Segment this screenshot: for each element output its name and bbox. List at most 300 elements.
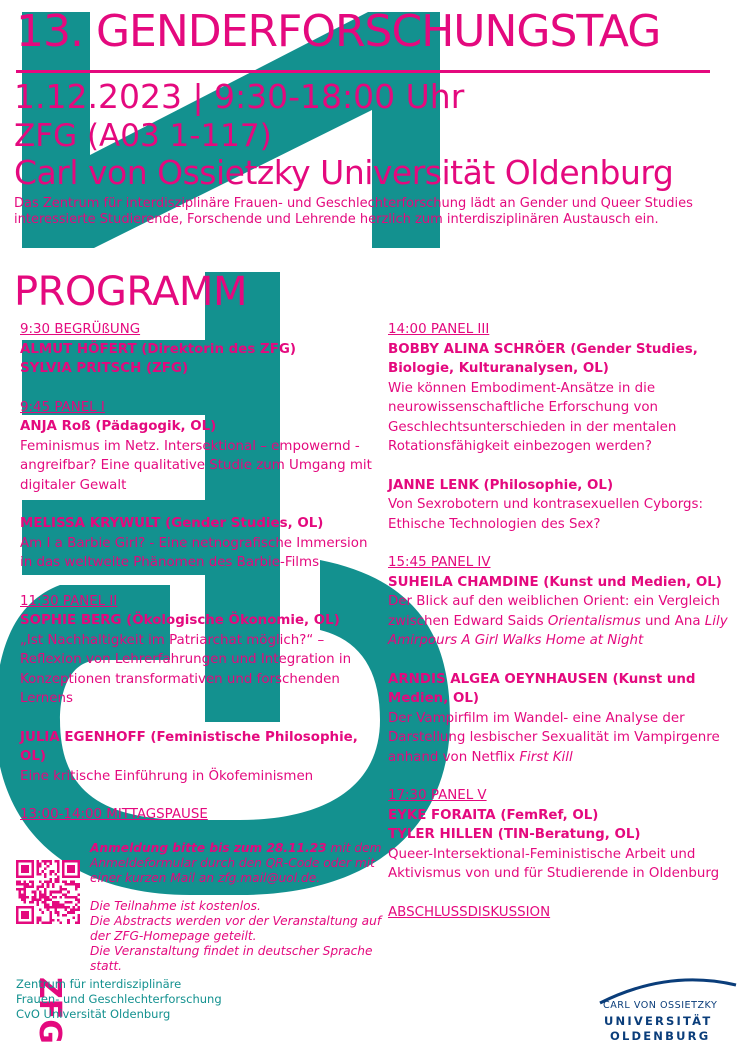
qr-module: [21, 868, 24, 871]
qr-module: [77, 921, 80, 924]
qr-module: [44, 893, 47, 896]
qr-module: [21, 875, 24, 878]
qr-module: [67, 896, 70, 899]
qr-module: [31, 883, 34, 886]
qr-module: [21, 870, 24, 873]
speaker-name: TYLER HILLEN (TIN-Beratung, OL): [388, 827, 641, 842]
qr-module: [57, 878, 60, 881]
registration-deadline-rest: mit dem Anmeldeformular durch den QR-Code oder mit einer kurzen Mail an zfg.mail@uol.de.: [90, 841, 382, 885]
qr-module: [77, 873, 80, 876]
slot-label: 9:30 BEGRÜßUNG: [20, 322, 141, 337]
qr-module: [21, 914, 24, 917]
qr-module: [44, 875, 47, 878]
qr-module: [70, 860, 73, 863]
qr-module: [16, 863, 19, 866]
qr-module: [16, 909, 19, 912]
qr-code-icon[interactable]: [16, 860, 80, 924]
talk-title: Am I a Barbie Girl? - Eine netnografische Immersion in das weltweite Phänomen des Barbie-Films: [20, 535, 368, 570]
qr-module: [54, 906, 57, 909]
qr-module: [52, 886, 55, 889]
qr-module: [47, 886, 50, 889]
talk-text-italic: First Kill: [519, 749, 573, 765]
qr-module: [21, 911, 24, 914]
qr-module: [36, 870, 39, 873]
qr-module: [24, 916, 27, 919]
slot-label: 17:30 PANEL V: [388, 788, 487, 803]
qr-module: [70, 870, 73, 873]
zfg-line: CvO Universität Oldenburg: [16, 1007, 171, 1021]
qr-module: [70, 911, 73, 914]
qr-module: [62, 875, 65, 878]
uol-line: UNIVERSITÄT: [604, 1014, 713, 1028]
qr-module: [57, 919, 60, 922]
slot-label: 15:45 PANEL IV: [388, 555, 491, 570]
title-rule: [16, 70, 710, 73]
qr-module: [47, 880, 50, 883]
qr-module: [31, 906, 34, 909]
zfg-line: Zentrum für interdisziplinäre: [16, 977, 182, 991]
qr-module: [16, 911, 19, 914]
qr-module: [16, 883, 19, 886]
qr-module: [65, 901, 68, 904]
qr-module: [70, 883, 73, 886]
qr-module: [52, 906, 55, 909]
speaker-name: ANJA Roß (Pädagogik, OL): [20, 419, 217, 434]
spacer: [90, 886, 390, 899]
qr-module: [67, 906, 70, 909]
talk-title: [388, 709, 738, 768]
qr-module: [57, 901, 60, 904]
qr-module: [26, 921, 29, 924]
qr-module: [72, 865, 75, 868]
qr-module: [42, 870, 45, 873]
qr-module: [29, 875, 32, 878]
talk-title: Feminismus im Netz. Intersektional – empowernd - angreifbar? Eine qualitative Studie zum Umgang mit digitaler Gewalt: [20, 438, 372, 493]
qr-module: [24, 906, 27, 909]
qr-module: [72, 880, 75, 883]
qr-module: [19, 893, 22, 896]
qr-module: [29, 860, 32, 863]
qr-module: [16, 865, 19, 868]
qr-module: [77, 893, 80, 896]
qr-module: [54, 891, 57, 894]
uol-logo-icon: [598, 975, 738, 1047]
qr-module: [75, 875, 78, 878]
qr-module: [24, 860, 27, 863]
qr-module: [70, 896, 73, 899]
qr-module: [77, 886, 80, 889]
qr-module: [52, 883, 55, 886]
qr-module: [16, 868, 19, 871]
qr-module: [39, 893, 42, 896]
room: ZFG (A03 1-117): [14, 118, 272, 154]
qr-module: [57, 911, 60, 914]
qr-module: [26, 868, 29, 871]
qr-module: [26, 911, 29, 914]
qr-module: [47, 898, 50, 901]
qr-module: [19, 891, 22, 894]
qr-module: [67, 860, 70, 863]
qr-module: [62, 860, 65, 863]
qr-module: [47, 860, 50, 863]
qr-module: [57, 906, 60, 909]
qr-module: [42, 901, 45, 904]
qr-module: [72, 860, 75, 863]
qr-module: [52, 919, 55, 922]
qr-module: [31, 911, 34, 914]
qr-module: [72, 875, 75, 878]
panel-4-block: [388, 553, 738, 651]
qr-module: [77, 919, 80, 922]
qr-module: [75, 860, 78, 863]
qr-module: [19, 888, 22, 891]
qr-module: [65, 875, 68, 878]
qr-module: [21, 896, 24, 899]
qr-module: [31, 868, 34, 871]
zfg-logo-text: ZFG: [32, 977, 67, 1044]
slot-label: 13:00-14:00 MITTAGSPAUSE: [20, 807, 208, 822]
qr-module: [70, 875, 73, 878]
qr-module: [49, 891, 52, 894]
qr-module: [16, 873, 19, 876]
qr-module: [21, 898, 24, 901]
qr-module: [39, 909, 42, 912]
qr-module: [54, 909, 57, 912]
speaker-name: BOBBY ALINA SCHRÖER (Gender Studies, Biologie, Kulturanalysen, OL): [388, 341, 698, 376]
talk-title: Von Sexrobotern und kontrasexuellen Cyborgs: Ethische Technologien des Sex?: [388, 497, 704, 532]
qr-module: [57, 875, 60, 878]
qr-module: [44, 860, 47, 863]
opening-block: [20, 320, 380, 379]
qr-module: [42, 893, 45, 896]
qr-module: [77, 883, 80, 886]
qr-module: [67, 865, 70, 868]
talk-text: und Ana: [640, 613, 705, 629]
qr-module: [34, 896, 37, 899]
qr-module: [75, 888, 78, 891]
qr-module: [34, 893, 37, 896]
qr-module: [47, 921, 50, 924]
qr-module: [77, 898, 80, 901]
qr-module: [31, 919, 34, 922]
qr-module: [49, 870, 52, 873]
qr-module: [60, 891, 63, 894]
qr-module: [57, 870, 60, 873]
qr-module: [62, 873, 65, 876]
talk-title: „Ist Nachhaltigkeit im Patriarchat möglich?“ – Reflexion von Lehrerfahrungen und Integration in Konzeptionen transformativen und forschenden Lernens: [20, 632, 352, 706]
qr-module: [65, 909, 68, 912]
qr-module: [24, 880, 27, 883]
qr-module: [67, 875, 70, 878]
uol-line: OLDENBURG: [610, 1029, 711, 1043]
qr-module: [49, 898, 52, 901]
qr-module: [65, 860, 68, 863]
qr-module: [21, 921, 24, 924]
qr-module: [29, 901, 32, 904]
qr-module: [70, 868, 73, 871]
qr-module: [31, 921, 34, 924]
panel-2-block: [20, 592, 380, 709]
qr-module: [24, 888, 27, 891]
qr-module: [36, 868, 39, 871]
qr-module: [39, 880, 42, 883]
qr-module: [16, 875, 19, 878]
qr-module: [47, 909, 50, 912]
qr-module: [44, 888, 47, 891]
qr-module: [42, 896, 45, 899]
qr-module: [16, 916, 19, 919]
qr-module: [62, 904, 65, 907]
qr-module: [77, 868, 80, 871]
speaker-name: JULIA EGENHOFF (Feministische Philosophie, OL): [20, 729, 358, 764]
event-title: 13. GENDERFORSCHUNGSTAG: [16, 6, 661, 57]
qr-module: [72, 916, 75, 919]
university-name: Carl von Ossietzky Universität Oldenburg: [14, 153, 674, 192]
panel-3-block: [388, 320, 738, 457]
program-right-column: [388, 320, 738, 941]
qr-module: [21, 888, 24, 891]
panel-5-block: [388, 786, 738, 884]
qr-module: [42, 921, 45, 924]
qr-module: [62, 906, 65, 909]
qr-module: [70, 865, 73, 868]
qr-module: [62, 865, 65, 868]
qr-module: [75, 904, 78, 907]
qr-module: [77, 863, 80, 866]
qr-module: [57, 914, 60, 917]
qr-module: [77, 916, 80, 919]
qr-module: [49, 914, 52, 917]
qr-module: [26, 886, 29, 889]
qr-module: [49, 863, 52, 866]
qr-module: [31, 898, 34, 901]
qr-module: [19, 921, 22, 924]
registration-abstracts: Die Abstracts werden vor der Veranstaltung auf der ZFG-Homepage geteilt.: [90, 914, 382, 943]
qr-module: [70, 880, 73, 883]
date-time: 1.12.2023 | 9:30-18:00 Uhr: [14, 77, 465, 116]
qr-module: [36, 919, 39, 922]
qr-module: [72, 868, 75, 871]
qr-module: [49, 911, 52, 914]
qr-module: [47, 904, 50, 907]
qr-module: [44, 896, 47, 899]
talk-title: [388, 592, 738, 651]
speaker-name: SYLVIA PRITSCH (ZFG): [20, 361, 189, 376]
qr-module: [39, 865, 42, 868]
qr-module: [62, 870, 65, 873]
qr-module: [44, 863, 47, 866]
qr-module: [24, 914, 27, 917]
qr-module: [54, 873, 57, 876]
qr-module: [24, 901, 27, 904]
qr-module: [31, 863, 34, 866]
qr-module: [75, 896, 78, 899]
qr-module: [31, 870, 34, 873]
qr-module: [49, 916, 52, 919]
qr-module: [19, 896, 22, 899]
qr-module: [16, 870, 19, 873]
qr-module: [72, 883, 75, 886]
qr-module: [65, 893, 68, 896]
talk-text: Der Blick auf den weiblichen Orient: ein Vergleich zwischen Edward Saids: [388, 594, 721, 629]
qr-module: [62, 914, 65, 917]
speaker-name: JANNE LENK (Philosophie, OL): [388, 477, 614, 493]
slot-label: 14:00 PANEL III: [388, 322, 490, 337]
qr-module: [16, 860, 19, 863]
uol-line: CARL VON OSSIETZKY: [603, 1000, 718, 1011]
qr-module: [77, 914, 80, 917]
panel-2-block-2: [20, 728, 380, 787]
qr-module: [77, 901, 80, 904]
qr-module: [24, 921, 27, 924]
qr-module: [24, 893, 27, 896]
panel-3-block-2: [388, 476, 738, 535]
qr-module: [24, 898, 27, 901]
qr-module: [47, 883, 50, 886]
qr-module: [39, 916, 42, 919]
qr-module: [54, 860, 57, 863]
program-left-column: [20, 320, 380, 844]
talk-text-italic: Lily Amirpours A Girl Walks Home at Night: [388, 613, 728, 648]
qr-module: [44, 891, 47, 894]
qr-module: [72, 906, 75, 909]
qr-module: [24, 870, 27, 873]
talk-title: Queer-Intersektional-Feministische Arbeit und Aktivismus von und für Studierende in Oldenburg: [388, 846, 720, 881]
qr-module: [16, 906, 19, 909]
qr-module: [31, 880, 34, 883]
registration-deadline: [90, 841, 390, 886]
qr-module: [49, 878, 52, 881]
qr-module: [57, 868, 60, 871]
qr-module: [60, 906, 63, 909]
speaker-name: SUHEILA CHAMDINE (Kunst und Medien, OL): [388, 574, 722, 590]
qr-module: [24, 891, 27, 894]
qr-module: [54, 896, 57, 899]
qr-module: [77, 875, 80, 878]
qr-module: [67, 921, 70, 924]
qr-module: [77, 860, 80, 863]
qr-module: [67, 911, 70, 914]
qr-module: [26, 870, 29, 873]
qr-module: [44, 901, 47, 904]
qr-module: [39, 898, 42, 901]
qr-module: [62, 888, 65, 891]
qr-module: [36, 898, 39, 901]
qr-module: [77, 870, 80, 873]
qr-module: [65, 883, 68, 886]
qr-module: [44, 868, 47, 871]
qr-module: [57, 891, 60, 894]
qr-module: [49, 921, 52, 924]
qr-module: [49, 893, 52, 896]
qr-module: [60, 921, 63, 924]
qr-module: [60, 896, 63, 899]
slot-label: 11:30 PANEL II: [20, 593, 118, 609]
qr-module: [26, 914, 29, 917]
speaker-name: ALMUT HÖFERT (Direktorin des ZFG): [20, 341, 296, 357]
qr-module: [36, 901, 39, 904]
qr-module: [57, 880, 60, 883]
registration-language: Die Veranstaltung findet in deutscher Sprache statt.: [90, 944, 373, 973]
slot-label: 9:45 PANEL I: [20, 399, 105, 415]
qr-module: [60, 904, 63, 907]
qr-module: [36, 860, 39, 863]
qr-module: [54, 878, 57, 881]
talk-title: Wie können Embodiment-Ansätze in die neurowissenschaftliche Erforschung von Geschlechtsunterschieden in der mentalen Rotationsfähigkeit einbezogen werden?: [388, 380, 677, 454]
qr-module: [31, 865, 34, 868]
qr-module: [39, 886, 42, 889]
qr-module: [16, 880, 19, 883]
registration-deadline-bold: Anmeldung bitte bis zum 28.11.23: [90, 841, 327, 855]
qr-module: [70, 901, 73, 904]
qr-module: [31, 914, 34, 917]
qr-module: [42, 911, 45, 914]
panel-1-block-2: [20, 514, 380, 573]
qr-module: [26, 916, 29, 919]
qr-module: [42, 886, 45, 889]
talk-text-italic: Orientalismus: [547, 613, 641, 629]
qr-module: [26, 865, 29, 868]
registration-info: [90, 841, 390, 974]
qr-module: [60, 886, 63, 889]
qr-module: [19, 906, 22, 909]
qr-module: [31, 901, 34, 904]
qr-module: [24, 875, 27, 878]
qr-module: [65, 906, 68, 909]
qr-module: [29, 886, 32, 889]
qr-module: [39, 873, 42, 876]
qr-module: [21, 893, 24, 896]
speaker-name: MELISSA KRYWULT (Gender Studies, OL): [20, 516, 324, 531]
qr-module: [21, 865, 24, 868]
qr-module: [65, 896, 68, 899]
qr-module: [47, 896, 50, 899]
qr-module: [21, 883, 24, 886]
qr-module: [72, 911, 75, 914]
qr-module: [39, 891, 42, 894]
qr-module: [19, 883, 22, 886]
slot-label: ABSCHLUSSDISKUSSION: [388, 904, 551, 920]
qr-module: [67, 901, 70, 904]
qr-module: [67, 868, 70, 871]
qr-module: [49, 906, 52, 909]
qr-module: [24, 896, 27, 899]
qr-module: [26, 896, 29, 899]
intro-text: Das Zentrum für interdisziplinäre Frauen- und Geschlechterforschung lädt an Gender und Queer Studies interessierte Studierende, Forschende und Lehrende herzlich zum interdisziplinären Austausch ein.: [14, 196, 693, 227]
qr-module: [77, 865, 80, 868]
qr-module: [54, 911, 57, 914]
qr-module: [47, 906, 50, 909]
qr-module: [52, 901, 55, 904]
qr-module: [49, 860, 52, 863]
qr-module: [60, 888, 63, 891]
qr-module: [36, 904, 39, 907]
speaker-name: ARNDIS ALGEA OEYNHAUSEN (Kunst und Medien, OL): [388, 671, 696, 706]
speaker-name: EYKE FORAITA (FemRef, OL): [388, 807, 599, 823]
registration-free: Die Teilnahme ist kostenlos.: [90, 899, 261, 913]
qr-module: [62, 868, 65, 871]
qr-module: [19, 875, 22, 878]
zfg-line: Frauen- und Geschlechterforschung: [16, 992, 222, 1006]
talk-text: Der Vampirfilm im Wandel- eine Analyse der Darstellung lesbischer Sexualität im Vampirgenre anhand von Netflix: [388, 710, 720, 765]
qr-module: [44, 873, 47, 876]
qr-module: [62, 863, 65, 866]
qr-module: [36, 863, 39, 866]
qr-module: [65, 914, 68, 917]
qr-module: [21, 916, 24, 919]
qr-module: [67, 883, 70, 886]
qr-module: [72, 909, 75, 912]
